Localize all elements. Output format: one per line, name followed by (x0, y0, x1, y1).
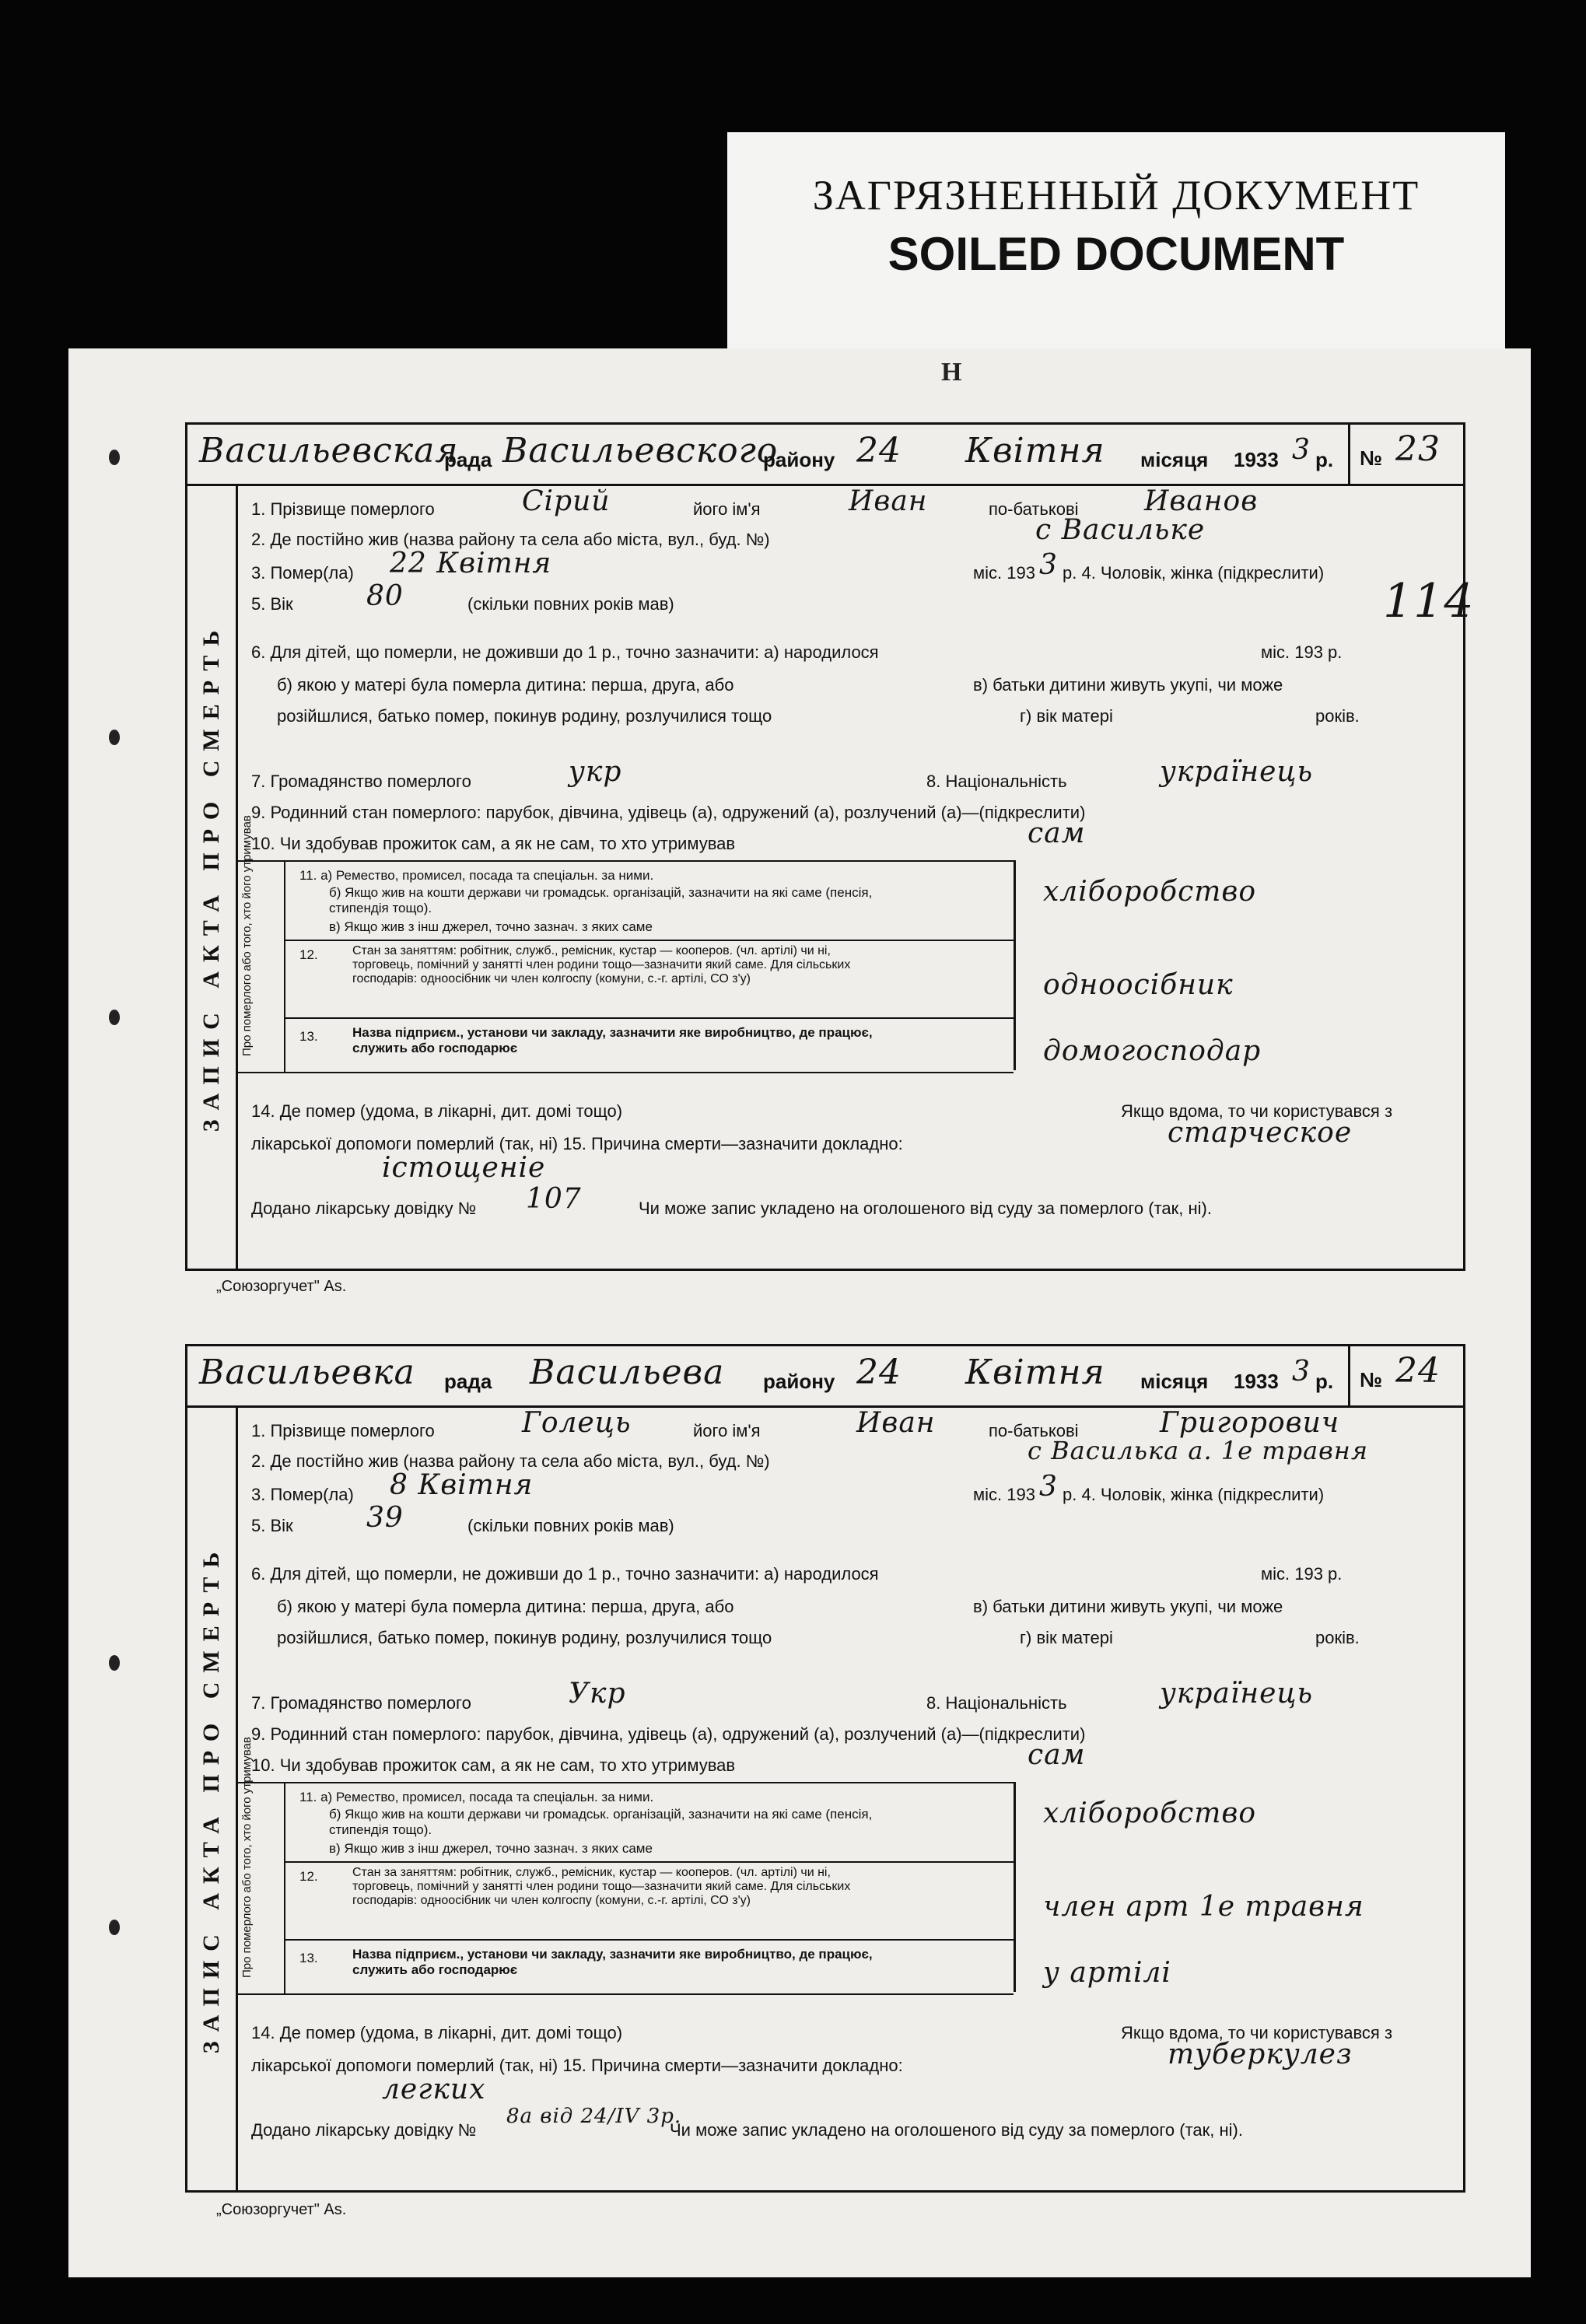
month-label: місяця (1140, 1370, 1209, 1393)
q5-label: 5. Вік (251, 1516, 293, 1535)
record-number-value: 24 (1395, 1351, 1441, 1391)
margin-note: 114 (1383, 574, 1475, 628)
q6-label: 6. Для дітей, що померли, не доживши до 1 р., точно зазначити: а) народилося (251, 642, 879, 662)
q13-label: 13. (299, 1029, 318, 1044)
form-header (187, 1346, 1463, 1408)
death-year-digit: 3 (1039, 1471, 1058, 1503)
provider-value: сам (1028, 817, 1086, 849)
q16-label: Додано лікарську довідку № (251, 1199, 477, 1218)
residence-value: с Василька а. 1е травня (1028, 1436, 1369, 1465)
q11-label: 11. а) Ремество, промисел, посада та спеціальн. за ними. (299, 1790, 654, 1804)
q8-label: 8. Національність (926, 772, 1067, 791)
year-label: 1933 (1234, 1370, 1279, 1393)
death-year-digit: 3 (1039, 549, 1058, 581)
patronymic-value: Иванов (1144, 485, 1259, 517)
sheet-letter: Н (941, 358, 962, 387)
occupation-side-note (236, 1737, 284, 1993)
q14-label: 14. Де помер (удома, в лікарні, дит. домі тощо) (251, 1101, 623, 1121)
q13-label: 13. (299, 1951, 318, 1965)
q12-label: 12. (299, 1869, 318, 1884)
cause-value: туберкулез (1168, 2039, 1353, 2070)
q6b-label: б) якою у матері була померла дитина: перша, друга, або (277, 675, 734, 695)
day-value: 24 (856, 1353, 902, 1392)
provider-value: сам (1028, 1739, 1086, 1771)
q16b-label: Чи може запис укладено на оголошеного від суду за померлого (так, ні). (639, 1199, 1212, 1218)
occupation-value: хліборобство (1043, 876, 1257, 908)
q6f-label: років. (1315, 706, 1360, 726)
q14b-label: Якщо вдома, то чи користувався з (1121, 2023, 1393, 2042)
cause-continued-value: легких (382, 2074, 486, 2105)
q5-label: 5. Вік (251, 594, 293, 614)
certificate-value: 8а від 24/ІV 3р. (506, 2105, 682, 2128)
q2-label: 2. Де постійно жив (назва району та села або міста, вул., буд. №) (251, 530, 770, 549)
rada-label: рада (444, 448, 492, 471)
q3-month-label: міс. 193 (973, 1485, 1035, 1504)
side-small-text: Про померлого або того, хто його утримував (240, 1737, 254, 1978)
q6d-label: розійшлися, батько помер, покинув родину, розлучилися тощо (277, 706, 772, 726)
record-number-value: 23 (1395, 429, 1441, 469)
status-value: член арт 1е травня (1043, 1891, 1364, 1923)
q4-label: р. 4. Чоловік, жінка (підкреслити) (1063, 563, 1325, 583)
stamp-english-text: SOILED DOCUMENT (888, 228, 1345, 280)
q3-label: 3. Помер(ла) (251, 563, 354, 583)
number-label: № (1360, 1368, 1382, 1391)
surname-value: Сірий (522, 485, 611, 517)
q14b-label: Якщо вдома, то чи користувався з (1121, 1101, 1393, 1121)
punch-hole-icon (109, 1010, 120, 1025)
village-rada-value: Васильевка (199, 1353, 415, 1392)
q1-patronymic-label: по-батькові (989, 1421, 1079, 1440)
stamp-russian-text: ЗАГРЯЗНЕННЫЙ ДОКУМЕНТ (812, 172, 1420, 219)
citizenship-value: Укр (569, 1678, 626, 1710)
side-title-text: ЗАПИС АКТА ПРО СМЕРТЬ (198, 621, 224, 1132)
q15-label: лікарської допомоги померлий (так, ні) 15. Причина смерти—зазначити докладно: (251, 2056, 903, 2075)
raion-label: району (763, 448, 835, 471)
day-value: 24 (856, 431, 902, 471)
q1-name-label: його ім'я (693, 1421, 761, 1440)
name-value: Иван (856, 1407, 936, 1439)
year-digit-value: 3 (1292, 434, 1311, 466)
surname-value: Голець (522, 1407, 632, 1439)
q14-label: 14. Де помер (удома, в лікарні, дит. домі тощо) (251, 2023, 623, 2042)
punch-hole-icon (109, 1920, 120, 1935)
nationality-value: українець (1160, 756, 1314, 788)
q10-label: 10. Чи здобував прожиток сам, а як не сам, то хто утримував (251, 834, 736, 853)
form-header (187, 425, 1463, 486)
side-title (187, 484, 238, 1269)
q6-month-label: міс. 193 р. (1261, 1564, 1343, 1584)
q10-label: 10. Чи здобував прожиток сам, а як не сам, то хто утримував (251, 1755, 736, 1775)
month-value: Квітня (965, 1353, 1105, 1392)
document-page (68, 348, 1531, 2277)
cause-value: старческое (1168, 1117, 1353, 1149)
raion-value: Васильева (530, 1353, 725, 1392)
year-digit-value: 3 (1292, 1356, 1311, 1388)
month-value: Квітня (965, 431, 1105, 471)
death-date-value: 22 Квітня (390, 548, 552, 579)
cause-continued-value: істощеніе (382, 1152, 546, 1184)
age-value: 80 (366, 580, 404, 612)
side-title-text: ЗАПИС АКТА ПРО СМЕРТЬ (198, 1542, 224, 2053)
q1-patronymic-label: по-батькові (989, 499, 1079, 519)
q6b-label: б) якою у матері була померла дитина: перша, друга, або (277, 1597, 734, 1616)
village-rada-value: Васильевская (199, 431, 459, 471)
certificate-value: 107 (526, 1183, 582, 1215)
patronymic-value: Григорович (1160, 1407, 1340, 1439)
q7-label: 7. Громадянство померлого (251, 772, 471, 791)
q16b-label: Чи може запис укладено на оголошеного від суду за померлого (так, ні). (670, 2120, 1243, 2140)
q3-label: 3. Помер(ла) (251, 1485, 354, 1504)
side-small-text: Про померлого або того, хто його утримував (240, 815, 254, 1056)
q11c-label: в) Якщо жив з інш джерел, точно зазнач. з яких саме (329, 1841, 653, 1856)
occupation-value: хліборобство (1043, 1797, 1257, 1829)
year-suffix: р. (1315, 1370, 1334, 1393)
q12-text: Стан за заняттям: робітник, служб., ремісник, кустар — кооперов. (чл. артілі) чи ні, торговець, помічний у занятті член родини тощо—зазначити який саме. Для сільських господарів: одноосібник чи член колгоспу (комуни, с.-г. артілі, СО з'у) (352, 944, 851, 985)
q5-hint: (скільки повних років мав) (467, 1516, 674, 1535)
q6d-label: розійшлися, батько помер, покинув родину, розлучилися тощо (277, 1628, 772, 1647)
death-date-value: 8 Квітня (390, 1469, 534, 1501)
q6c-label: в) батьки дитини живуть укупі, чи може (973, 1597, 1283, 1616)
nationality-value: українець (1160, 1678, 1314, 1710)
q6e-label: г) вік матері (1020, 1628, 1113, 1647)
q13-text: Назва підприєм., установи чи закладу, зазначити яке виробництво, де працює, служить або господарює (352, 1947, 873, 1977)
q13-text: Назва підприєм., установи чи закладу, зазначити яке виробництво, де працює, служить або господарює (352, 1025, 873, 1055)
q6f-label: років. (1315, 1628, 1360, 1647)
q5-hint: (скільки повних років мав) (467, 594, 674, 614)
q12-label: 12. (299, 947, 318, 962)
footer-print-mark-1: „Союзоргучет" Аs. (216, 1278, 347, 1295)
record-number-box (1348, 425, 1463, 484)
q6-month-label: міс. 193 р. (1261, 642, 1343, 662)
punch-hole-icon (109, 450, 120, 465)
workplace-value: у артілі (1043, 1957, 1171, 1989)
q15-label: лікарської допомоги померлий (так, ні) 15. Причина смерти—зазначити докладно: (251, 1134, 903, 1153)
side-title (187, 1405, 238, 2190)
q9-label: 9. Родинний стан померлого: парубок, дівчина, удівець (а), одружений (а), розлучений (а)—(підкреслити) (251, 803, 1086, 822)
residence-value: с Васильке (1035, 514, 1206, 546)
death-record-form-1 (185, 422, 1465, 1271)
q1-label: 1. Прізвище померлого (251, 499, 435, 519)
raion-label: району (763, 1370, 835, 1393)
q7-label: 7. Громадянство померлого (251, 1693, 471, 1713)
q6-label: 6. Для дітей, що померли, не доживши до 1 р., точно зазначити: а) народилося (251, 1564, 879, 1584)
q8-label: 8. Національність (926, 1693, 1067, 1713)
punch-hole-icon (109, 1655, 120, 1671)
occupation-side-note (236, 815, 284, 1072)
q11c-label: в) Якщо жив з інш джерел, точно зазнач. з яких саме (329, 919, 653, 934)
year-suffix: р. (1315, 448, 1334, 471)
footer-print-mark-2: „Союзоргучет" Аs. (216, 2201, 347, 2218)
q9-label: 9. Родинний стан померлого: парубок, дівчина, удівець (а), одружений (а), розлучений (а)—(підкреслити) (251, 1724, 1086, 1744)
rada-label: рада (444, 1370, 492, 1393)
q11-label: 11. а) Ремество, промисел, посада та спеціальн. за ними. (299, 868, 654, 883)
q4-label: р. 4. Чоловік, жінка (підкреслити) (1063, 1485, 1325, 1504)
age-value: 39 (366, 1502, 404, 1534)
name-value: Иван (849, 485, 928, 517)
soiled-document-stamp (727, 132, 1505, 354)
q6e-label: г) вік матері (1020, 706, 1113, 726)
q12-text: Стан за заняттям: робітник, служб., ремісник, кустар — кооперов. (чл. артілі) чи ні, торговець, помічний у занятті член родини тощо—зазначити який саме. Для сільських господарів: одноосібник чи член колгоспу (комуни, с.-г. артілі, СО з'у) (352, 1866, 851, 1907)
citizenship-value: укр (569, 756, 622, 788)
q1-name-label: його ім'я (693, 499, 761, 519)
q16-label: Додано лікарську довідку № (251, 2120, 477, 2140)
year-label: 1933 (1234, 448, 1279, 471)
number-label: № (1360, 446, 1382, 470)
raion-value: Васильевского (502, 431, 779, 471)
q11b-label: б) Якщо жив на кошти держави чи громадськ. організацій, зазначити на які саме (пенсія, стипендія тощо). (329, 1807, 873, 1837)
status-value: одноосібник (1043, 969, 1234, 1001)
q3-month-label: міс. 193 (973, 563, 1035, 583)
punch-hole-icon (109, 730, 120, 745)
q11b-label: б) Якщо жив на кошти держави чи громадськ. організацій, зазначити на які саме (пенсія, стипендія тощо). (329, 885, 873, 915)
death-record-form-2 (185, 1344, 1465, 2193)
q2-label: 2. Де постійно жив (назва району та села або міста, вул., буд. №) (251, 1451, 770, 1471)
q1-label: 1. Прізвище померлого (251, 1421, 435, 1440)
month-label: місяця (1140, 448, 1209, 471)
record-number-box (1348, 1346, 1463, 1405)
workplace-value: домогосподар (1043, 1035, 1262, 1067)
q6c-label: в) батьки дитини живуть укупі, чи може (973, 675, 1283, 695)
